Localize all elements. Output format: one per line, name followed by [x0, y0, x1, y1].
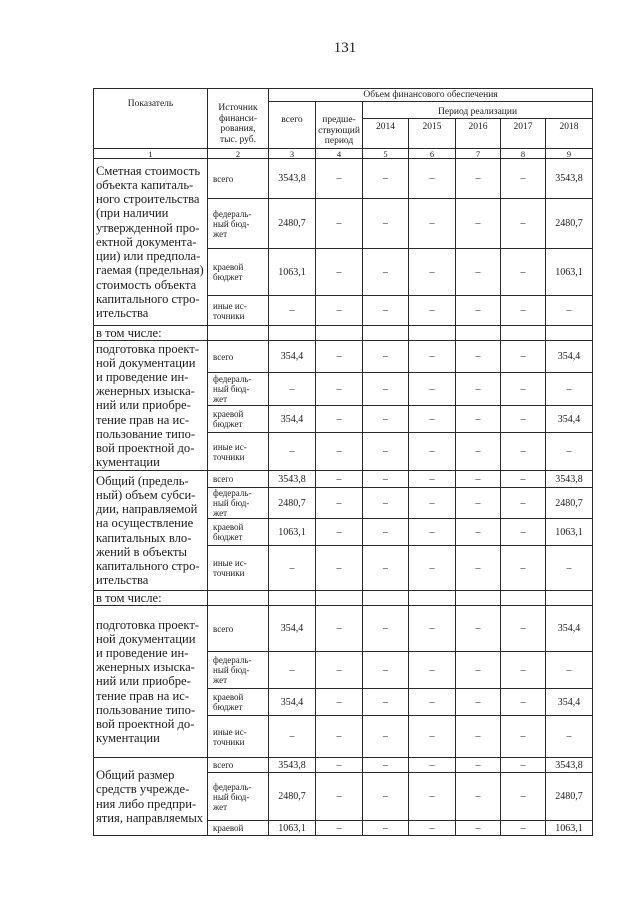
empty-cell — [409, 326, 456, 341]
value-2015: – — [409, 488, 456, 519]
empty-cell — [269, 591, 316, 606]
subsection-label: в том числе: — [94, 326, 208, 341]
indicator-cell: подготовка проект- ной документации и проведение ин- женерных изыска- ний или приобре- тение прав на ис- пользование типо- вой проектной до- кументации — [94, 341, 208, 471]
source-cell: краевой бюджет — [208, 519, 269, 546]
subsection-row — [94, 591, 593, 606]
subsection-row — [94, 326, 593, 341]
value-2014: – — [363, 652, 409, 689]
value-2014: – — [363, 519, 409, 546]
value-2014: – — [363, 341, 409, 373]
source-cell: всего — [208, 471, 269, 488]
source-cell: иные ис- точники — [208, 433, 269, 471]
value-2018: 1063,1 — [546, 519, 593, 546]
value-2015: – — [409, 519, 456, 546]
value-2018: – — [546, 652, 593, 689]
value-2018: 3543,8 — [546, 758, 593, 773]
value-2016: – — [456, 296, 501, 326]
value-total: 3543,8 — [269, 159, 316, 199]
source-cell: краевой бюджет — [208, 689, 269, 716]
empty-cell — [208, 591, 269, 606]
source-cell: федераль- ный бюд- жет — [208, 652, 269, 689]
value-2017: – — [501, 652, 546, 689]
table-row — [94, 159, 593, 199]
value-2016: – — [456, 546, 501, 591]
source-cell: иные ис- точники — [208, 296, 269, 326]
value-2015: – — [409, 758, 456, 773]
value-2014: – — [363, 546, 409, 591]
value-total: – — [269, 373, 316, 406]
value-2017: – — [501, 519, 546, 546]
value-2016: – — [456, 199, 501, 249]
empty-cell — [501, 326, 546, 341]
header-year-2015: 2015 — [409, 119, 456, 149]
page-number: 131 — [333, 40, 357, 56]
value-2015: – — [409, 471, 456, 488]
value-total: 354,4 — [269, 341, 316, 373]
value-total: – — [269, 716, 316, 758]
empty-cell — [208, 326, 269, 341]
column-number: 7 — [456, 149, 501, 159]
value-2015: – — [409, 652, 456, 689]
empty-cell — [363, 591, 409, 606]
value-total: 354,4 — [269, 406, 316, 433]
value-2015: – — [409, 406, 456, 433]
value-total: 3543,8 — [269, 471, 316, 488]
value-2018: 354,4 — [546, 406, 593, 433]
value-2015: – — [409, 821, 456, 836]
header-source: Источник финанси- рования, тыс. руб. — [208, 89, 269, 149]
indicator-cell: Общий (предель- ный) объем субси- дии, направляемой на осуществление капитальных вло- жений в объекты капитального стро- ительства — [94, 471, 208, 591]
value-2014: – — [363, 758, 409, 773]
empty-cell — [363, 326, 409, 341]
source-cell: федераль- ный бюд- жет — [208, 199, 269, 249]
empty-cell — [546, 326, 593, 341]
value-previous-period: – — [316, 773, 363, 821]
value-2018: 3543,8 — [546, 159, 593, 199]
column-number: 8 — [501, 149, 546, 159]
value-2017: – — [501, 773, 546, 821]
value-2018: – — [546, 433, 593, 471]
value-total: 2480,7 — [269, 773, 316, 821]
value-2017: – — [501, 758, 546, 773]
funding-table — [93, 88, 593, 836]
value-2015: – — [409, 296, 456, 326]
value-2016: – — [456, 821, 501, 836]
value-2016: – — [456, 341, 501, 373]
value-previous-period: – — [316, 546, 363, 591]
value-2014: – — [363, 488, 409, 519]
header-previous-period: предше- ствующий период — [316, 102, 363, 149]
value-2017: – — [501, 433, 546, 471]
table-row — [94, 758, 593, 773]
source-cell: краевой — [208, 821, 269, 836]
value-2016: – — [456, 406, 501, 433]
column-number-row — [94, 149, 593, 159]
value-total: 3543,8 — [269, 758, 316, 773]
empty-cell — [316, 326, 363, 341]
column-number: 1 — [94, 149, 208, 159]
value-2017: – — [501, 821, 546, 836]
value-2016: – — [456, 689, 501, 716]
value-2018: – — [546, 373, 593, 406]
value-previous-period: – — [316, 689, 363, 716]
empty-cell — [546, 591, 593, 606]
value-2018: – — [546, 296, 593, 326]
value-2018: 1063,1 — [546, 249, 593, 296]
value-total: 354,4 — [269, 689, 316, 716]
value-2018: 2480,7 — [546, 199, 593, 249]
value-previous-period: – — [316, 758, 363, 773]
header-indicator: Показатель — [94, 89, 208, 149]
value-previous-period: – — [316, 406, 363, 433]
source-cell: всего — [208, 341, 269, 373]
empty-cell — [456, 326, 501, 341]
value-2015: – — [409, 249, 456, 296]
table-row — [94, 341, 593, 373]
value-2018: – — [546, 716, 593, 758]
value-2014: – — [363, 406, 409, 433]
value-2017: – — [501, 159, 546, 199]
value-2014: – — [363, 373, 409, 406]
value-2014: – — [363, 716, 409, 758]
value-previous-period: – — [316, 296, 363, 326]
source-cell: всего — [208, 606, 269, 652]
value-previous-period: – — [316, 373, 363, 406]
value-total: 1063,1 — [269, 519, 316, 546]
value-2017: – — [501, 471, 546, 488]
value-2014: – — [363, 821, 409, 836]
header-year-2014: 2014 — [363, 119, 409, 149]
value-2018: 2480,7 — [546, 488, 593, 519]
empty-cell — [501, 591, 546, 606]
source-cell: федераль- ный бюд- жет — [208, 373, 269, 406]
value-2016: – — [456, 606, 501, 652]
empty-cell — [269, 326, 316, 341]
empty-cell — [456, 591, 501, 606]
source-cell: краевой бюджет — [208, 406, 269, 433]
empty-cell — [316, 591, 363, 606]
value-2017: – — [501, 296, 546, 326]
value-2016: – — [456, 488, 501, 519]
header-year-2018: 2018 — [546, 119, 593, 149]
value-total: 2480,7 — [269, 199, 316, 249]
value-2014: – — [363, 433, 409, 471]
source-cell: иные ис- точники — [208, 546, 269, 591]
value-2015: – — [409, 373, 456, 406]
value-previous-period: – — [316, 471, 363, 488]
value-2016: – — [456, 773, 501, 821]
value-2017: – — [501, 373, 546, 406]
source-cell: всего — [208, 159, 269, 199]
value-total: 1063,1 — [269, 821, 316, 836]
value-2016: – — [456, 471, 501, 488]
column-number: 4 — [316, 149, 363, 159]
value-2014: – — [363, 689, 409, 716]
empty-cell — [409, 591, 456, 606]
header-implementation-period: Период реализации — [363, 102, 593, 119]
header-year-2017: 2017 — [501, 119, 546, 149]
source-cell: всего — [208, 758, 269, 773]
value-2015: – — [409, 773, 456, 821]
value-total: – — [269, 296, 316, 326]
value-2016: – — [456, 373, 501, 406]
value-2018: 1063,1 — [546, 821, 593, 836]
value-previous-period: – — [316, 199, 363, 249]
source-cell: федераль- ный бюд- жет — [208, 773, 269, 821]
source-cell: иные ис- точники — [208, 716, 269, 758]
value-previous-period: – — [316, 606, 363, 652]
value-2016: – — [456, 652, 501, 689]
value-2018: 354,4 — [546, 606, 593, 652]
value-total: – — [269, 433, 316, 471]
value-2016: – — [456, 159, 501, 199]
value-2014: – — [363, 296, 409, 326]
indicator-cell: Сметная стоимость объекта капиталь- ного строительства (при наличии утвержденной про- ектной документа- ции) или предпола- гаемая (предельная) стоимость объекта капитального стро- ительства — [94, 159, 208, 326]
value-2017: – — [501, 406, 546, 433]
header-total: всего — [269, 102, 316, 149]
value-previous-period: – — [316, 249, 363, 296]
value-total: 354,4 — [269, 606, 316, 652]
value-previous-period: – — [316, 488, 363, 519]
value-2017: – — [501, 689, 546, 716]
source-cell: краевой бюджет — [208, 249, 269, 296]
value-2016: – — [456, 433, 501, 471]
value-2015: – — [409, 199, 456, 249]
value-2015: – — [409, 341, 456, 373]
column-number: 3 — [269, 149, 316, 159]
value-2014: – — [363, 471, 409, 488]
header-year-2016: 2016 — [456, 119, 501, 149]
value-total: 1063,1 — [269, 249, 316, 296]
header-funding-volume: Объем финансового обеспечения — [269, 89, 593, 102]
value-2015: – — [409, 606, 456, 652]
subsection-label: в том числе: — [94, 591, 208, 606]
column-number: 5 — [363, 149, 409, 159]
indicator-cell: Общий размер средств учрежде- ния либо предпри- ятия, направляемых — [94, 758, 208, 836]
value-previous-period: – — [316, 519, 363, 546]
value-2018: 3543,8 — [546, 471, 593, 488]
value-2017: – — [501, 199, 546, 249]
column-number: 2 — [208, 149, 269, 159]
value-2016: – — [456, 249, 501, 296]
value-2014: – — [363, 249, 409, 296]
value-2016: – — [456, 758, 501, 773]
table-row — [94, 606, 593, 652]
value-2014: – — [363, 773, 409, 821]
value-previous-period: – — [316, 821, 363, 836]
value-2014: – — [363, 199, 409, 249]
value-2017: – — [501, 606, 546, 652]
value-2017: – — [501, 249, 546, 296]
value-2015: – — [409, 433, 456, 471]
value-2014: – — [363, 606, 409, 652]
value-2017: – — [501, 546, 546, 591]
value-2015: – — [409, 716, 456, 758]
column-number: 6 — [409, 149, 456, 159]
column-number: 9 — [546, 149, 593, 159]
value-2016: – — [456, 716, 501, 758]
value-previous-period: – — [316, 433, 363, 471]
value-2017: – — [501, 716, 546, 758]
value-previous-period: – — [316, 716, 363, 758]
value-previous-period: – — [316, 652, 363, 689]
value-previous-period: – — [316, 159, 363, 199]
value-2014: – — [363, 159, 409, 199]
source-cell: федераль- ный бюд- жет — [208, 488, 269, 519]
value-2017: – — [501, 488, 546, 519]
value-total: 2480,7 — [269, 488, 316, 519]
value-2018: 354,4 — [546, 341, 593, 373]
value-total: – — [269, 546, 316, 591]
value-2015: – — [409, 689, 456, 716]
value-2015: – — [409, 159, 456, 199]
value-2018: 354,4 — [546, 689, 593, 716]
value-total: – — [269, 652, 316, 689]
value-previous-period: – — [316, 341, 363, 373]
table-row — [94, 471, 593, 488]
value-2016: – — [456, 519, 501, 546]
value-2017: – — [501, 341, 546, 373]
header-row — [94, 89, 593, 102]
value-2018: – — [546, 546, 593, 591]
value-2018: 2480,7 — [546, 773, 593, 821]
indicator-cell: подготовка проект- ной документации и проведение ин- женерных изыска- ний или приобре- тение прав на ис- пользование типо- вой проектной до- кументации — [94, 606, 208, 758]
value-2015: – — [409, 546, 456, 591]
